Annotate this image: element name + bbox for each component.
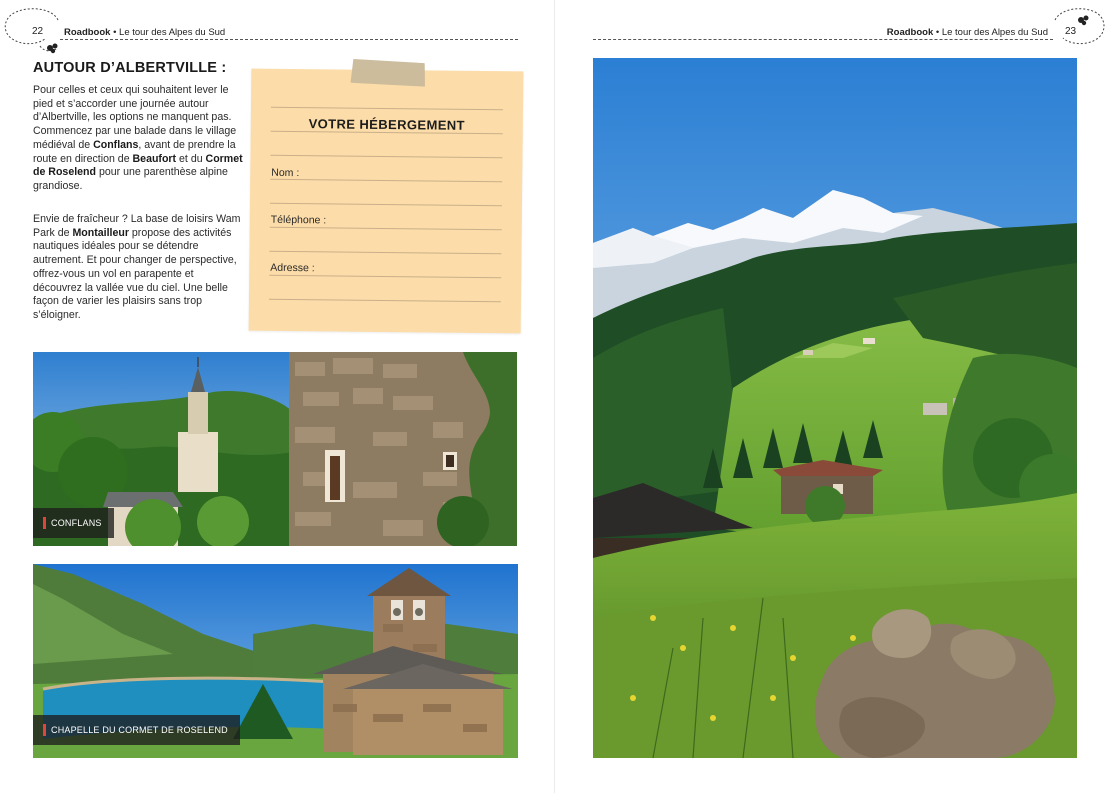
bold-place: Montailleur xyxy=(72,226,129,239)
caption-accent-bar xyxy=(43,724,46,736)
ruled-line xyxy=(270,179,502,182)
bold-place: Beaufort xyxy=(132,152,177,165)
second-paragraph xyxy=(33,213,245,323)
photo-conflans xyxy=(33,352,517,546)
photo-alpine-meadow xyxy=(593,58,1077,758)
header-subtitle: • Le tour des Alpes du Sud xyxy=(933,27,1048,38)
ruled-line xyxy=(269,275,501,278)
text-run: et du xyxy=(176,152,206,165)
photo-caption xyxy=(33,508,114,538)
bold-place: Conflans xyxy=(93,138,139,151)
caption-accent-bar xyxy=(43,517,46,529)
card-title: VOTRE HÉBERGEMENT xyxy=(308,116,466,133)
caption-text: CONFLANS xyxy=(51,518,102,528)
address-field-label: Adresse : xyxy=(270,261,315,275)
swirl-ornament-icon xyxy=(1035,0,1110,60)
header-subtitle: • Le tour des Alpes du Sud xyxy=(110,27,226,38)
right-page xyxy=(555,0,1110,793)
ruled-line xyxy=(271,107,503,110)
bold-place: Cormet de Roselend xyxy=(33,152,243,179)
name-field-label: Nom : xyxy=(271,166,300,180)
ruled-line xyxy=(269,299,501,302)
ruled-line xyxy=(270,155,502,158)
photo-chapelle-roselend xyxy=(33,564,518,758)
text-run: , avant de prendre la route en direction de xyxy=(33,138,236,165)
text-run: pour une parenthèse alpine grandiose. xyxy=(33,166,228,192)
photo-caption xyxy=(33,715,240,745)
intro-paragraph xyxy=(33,84,245,194)
running-header xyxy=(64,27,225,38)
header-rule xyxy=(593,39,1053,40)
section-title: AUTOUR D’ALBERTVILLE : xyxy=(33,60,227,76)
accommodation-note-card xyxy=(249,69,524,334)
ruled-line xyxy=(270,203,502,206)
header-brand: Roadbook xyxy=(64,27,111,38)
text-run: Envie de fraîcheur ? La base de loisirs Wam Park de xyxy=(33,213,241,239)
text-run: propose des activités nautiques idéales pour se détendre autrement. Et pour changer de perspective, offrez-vous un vol en parapente et découvrez la vallée vue du ciel. Une belle façon de varier les plaisirs sans trop s’éloigner. xyxy=(33,226,237,321)
phone-field-label: Téléphone : xyxy=(270,213,327,227)
ruled-line xyxy=(270,227,502,230)
running-header xyxy=(887,27,1048,38)
header-brand: Roadbook xyxy=(886,27,934,38)
caption-text: CHAPELLE DU CORMET DE ROSELEND xyxy=(51,725,228,735)
page-number: 23 xyxy=(1065,26,1077,37)
ruled-line xyxy=(269,251,501,254)
page-number: 22 xyxy=(32,26,44,37)
text-run: Pour celles et ceux qui souhaitent lever le pied et s’accorder une journée autour d’Albertville, les options ne manquent pas. Commencez par une balade dans le village médiéval de xyxy=(33,84,237,151)
header-rule xyxy=(60,39,518,40)
